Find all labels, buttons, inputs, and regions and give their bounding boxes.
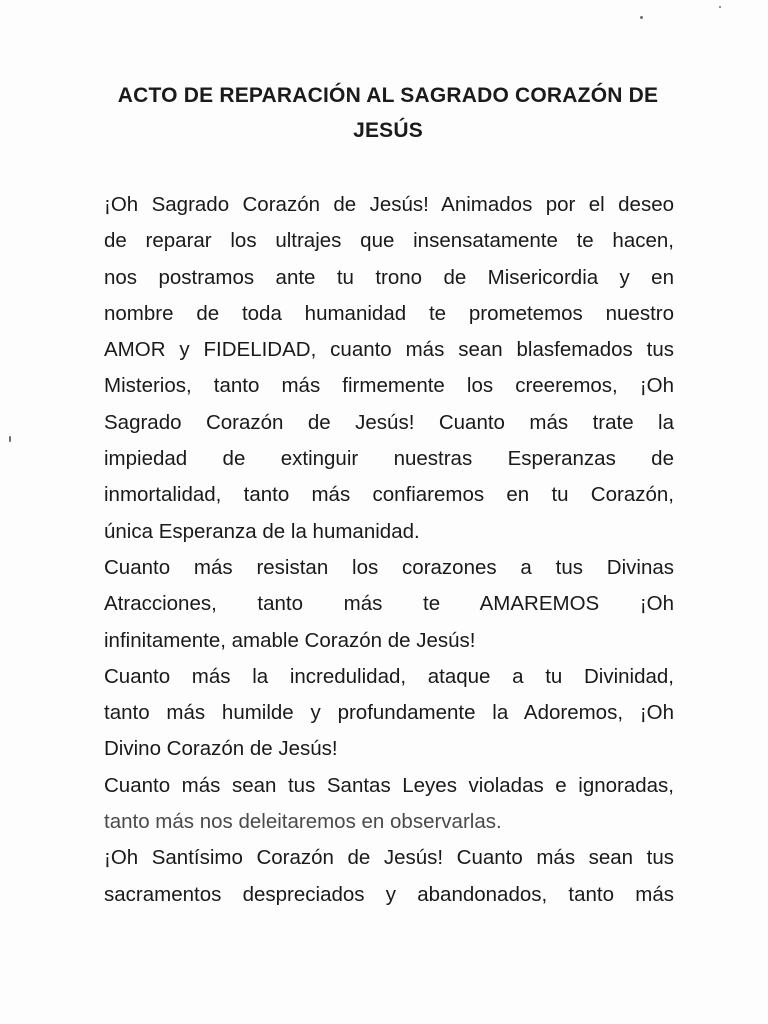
body-line: infinitamente, amable Corazón de Jesús!: [104, 628, 476, 652]
scan-speck: [640, 16, 643, 19]
body-line: sacramentos despreciados y abandonados, tanto más: [104, 882, 674, 906]
body-line: Atracciones, tanto más te AMAREMOS ¡Oh: [104, 592, 674, 616]
body-line: AMOR y FIDELIDAD, cuanto más sean blasfemados tus: [104, 338, 674, 362]
body-line: ¡Oh Santísimo Corazón de Jesús! Cuanto más sean tus: [104, 846, 674, 870]
body-line: Cuanto más la incredulidad, ataque a tu Divinidad,: [104, 664, 674, 688]
body-line: Cuanto más sean tus Santas Leyes violadas e ignoradas,: [104, 773, 674, 797]
document-title-line-2: JESÚS: [353, 119, 423, 142]
body-line: Sagrado Corazón de Jesús! Cuanto más trate la: [104, 410, 674, 434]
body-line: tanto más nos deleitaremos en observarlas.: [104, 810, 502, 834]
body-line: tanto más humilde y profundamente la Adoremos, ¡Oh: [104, 701, 674, 725]
body-line: única Esperanza de la humanidad.: [104, 519, 420, 543]
document-body: [104, 187, 674, 913]
body-line: ¡Oh Sagrado Corazón de Jesús! Animados por el deseo: [104, 193, 674, 216]
body-line: impiedad de extinguir nuestras Esperanzas de: [104, 447, 674, 471]
body-line: Cuanto más resistan los corazones a tus Divinas: [104, 555, 674, 579]
body-line: de reparar los ultrajes que insensatamente te hacen,: [104, 229, 674, 253]
body-line: nos postramos ante tu trono de Misericordia y en: [104, 265, 674, 289]
scan-speck: [9, 436, 11, 442]
scan-speck: [719, 6, 721, 8]
body-line: Misterios, tanto más firmemente los creeremos, ¡Oh: [104, 374, 674, 398]
body-line: inmortalidad, tanto más confiaremos en tu Corazón,: [104, 483, 674, 507]
body-line: nombre de toda humanidad te prometemos nuestro: [104, 301, 674, 325]
document-title-line-1: ACTO DE REPARACIÓN AL SAGRADO CORAZÓN DE: [117, 84, 659, 107]
body-line: Divino Corazón de Jesús!: [104, 737, 338, 761]
